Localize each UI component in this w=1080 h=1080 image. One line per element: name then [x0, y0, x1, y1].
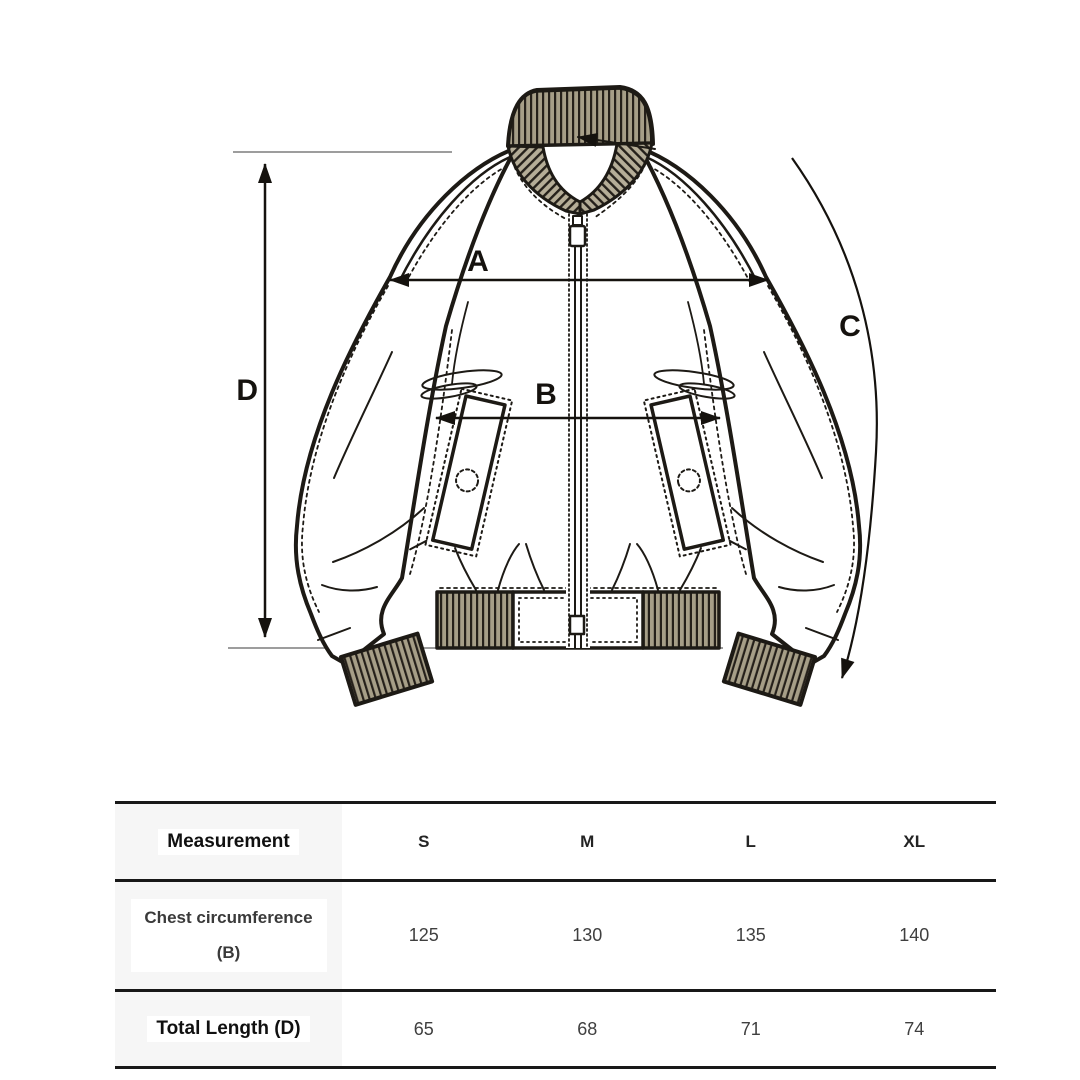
size-header-s: S: [418, 831, 430, 851]
size-header-m: M: [580, 831, 595, 851]
measurement-header-cell: [115, 804, 342, 879]
chest-value-s: 125: [408, 925, 439, 945]
zipper: [566, 212, 590, 648]
zipper-pull-top: [573, 216, 582, 225]
chest-value-m: 130: [572, 925, 603, 945]
zipper-stop-bottom: [570, 616, 584, 634]
chest-circumference-label-cell: [115, 882, 342, 989]
label-d: D: [236, 374, 258, 407]
length-value-xl: 74: [904, 1018, 925, 1039]
length-value-m: 68: [577, 1018, 598, 1039]
zipper-slider: [570, 226, 585, 246]
chest-value-xl: 140: [899, 925, 930, 945]
size-table: [115, 801, 996, 1069]
total-length-label: Total Length (D): [147, 1016, 309, 1042]
label-a: A: [467, 245, 489, 278]
jacket-outline: [296, 87, 860, 705]
length-value-s: 65: [413, 1018, 434, 1039]
size-table-header-row: [115, 804, 996, 882]
total-length-label-cell: [115, 992, 342, 1066]
size-header-xl: XL: [903, 831, 926, 851]
length-value-l: 71: [740, 1018, 761, 1039]
measurement-header-label: Measurement: [158, 829, 299, 855]
label-c: C: [839, 310, 861, 343]
total-length-row: [115, 992, 996, 1066]
hem-rib: [437, 592, 513, 648]
label-b: B: [535, 378, 557, 411]
chest-value-l: 135: [735, 925, 766, 945]
size-header-l: L: [745, 831, 756, 851]
chest-circumference-row: [115, 882, 996, 992]
chest-circumference-label: Chest circumference (B): [131, 899, 327, 973]
